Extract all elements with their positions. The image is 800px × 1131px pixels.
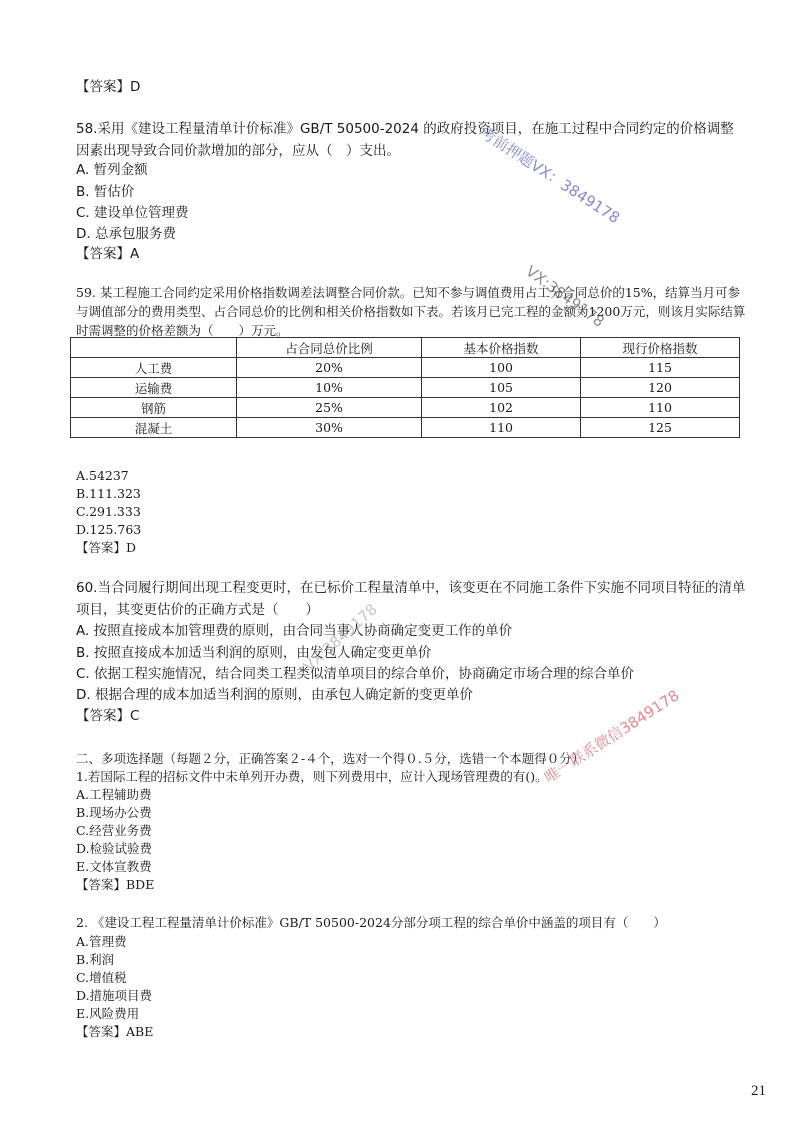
table-header-cell: 现行价格指数 bbox=[581, 338, 740, 358]
q59-option-d: D.125.763 bbox=[76, 522, 142, 537]
table-cell: 110 bbox=[581, 398, 740, 418]
mq2-answer: 【答案】ABE bbox=[76, 1024, 154, 1039]
q60-option-d: D. 根据合理的成本加适当利润的原则，由承包人确定新的变更单价 bbox=[76, 687, 473, 703]
watermark-2: VX:3849178 bbox=[522, 262, 608, 331]
mq2-text: 2. 《建设工程工程量清单计价标准》GB/T 50500-2024分部分项工程的综合单价中涵盖的项目有（ ） bbox=[76, 915, 666, 930]
q59-option-a: A.54237 bbox=[76, 468, 129, 483]
table-header-cell bbox=[71, 338, 237, 358]
mq1-option-b: B.现场办公费 bbox=[76, 805, 152, 820]
table-header-row bbox=[71, 338, 740, 358]
table-cell: 115 bbox=[581, 358, 740, 378]
table-row bbox=[71, 398, 740, 418]
mq2-option-c: C.增值税 bbox=[76, 970, 127, 985]
table-cell: 25% bbox=[237, 398, 422, 418]
mq1-option-a: A.工程辅助费 bbox=[76, 787, 152, 802]
mq2-option-b: B.利润 bbox=[76, 952, 115, 967]
table-cell: 人工费 bbox=[71, 358, 237, 378]
table-cell: 10% bbox=[237, 378, 422, 398]
q59-answer: 【答案】D bbox=[76, 540, 137, 555]
q58-option-d: D. 总承包服务费 bbox=[76, 226, 176, 242]
q59-option-b: B.111.323 bbox=[76, 486, 141, 501]
table-header-cell: 占合同总价比例 bbox=[237, 338, 422, 358]
table-cell: 125 bbox=[581, 418, 740, 438]
q59-option-c: C.291.333 bbox=[76, 504, 141, 519]
mq2-option-d: D.措施项目费 bbox=[76, 988, 153, 1003]
section2-heading: 二、多项选择题（每题２分，正确答案２-４个，选对一个得０.５分，选错一个本题得０分） bbox=[76, 751, 585, 766]
table-cell: 混凝土 bbox=[71, 418, 237, 438]
mq1-option-c: C.经营业务费 bbox=[76, 823, 152, 838]
table-cell: 运输费 bbox=[71, 378, 237, 398]
q60-option-c: C. 依据工程实施情况，结合同类工程类似清单项目的综合单价，协商确定市场合理的综合单价 bbox=[76, 666, 635, 682]
table-cell: 110 bbox=[422, 418, 581, 438]
q60-text: 60.当合同履行期间出现工程变更时，在已标价工程量清单中，该变更在不同施工条件下实施不同项目特征的清单项目，其变更估价的正确方式是（ ） bbox=[76, 580, 746, 618]
mq2-option-a: A.管理费 bbox=[76, 934, 127, 949]
q60-option-a: A. 按照直接成本加管理费的原则，由合同当事人协商确定变更工作的单价 bbox=[76, 623, 513, 639]
mq1-option-d: D.检验试验费 bbox=[76, 841, 153, 856]
q58-option-c: C. 建设单位管理费 bbox=[76, 205, 189, 221]
q60-option-b: B. 按照直接成本加适当利润的原则，由发包人确定变更单价 bbox=[76, 645, 432, 661]
q58-answer: 【答案】A bbox=[76, 246, 140, 262]
table-cell: 30% bbox=[237, 418, 422, 438]
watermark-1: 考前押题VX：3849178 bbox=[477, 123, 624, 228]
table-header-cell: 基本价格指数 bbox=[422, 338, 581, 358]
mq1-answer: 【答案】BDE bbox=[76, 877, 155, 892]
table-cell: 120 bbox=[581, 378, 740, 398]
table-row bbox=[71, 378, 740, 398]
table-cell: 105 bbox=[422, 378, 581, 398]
q59-text: 59. 某工程施工合同约定采用价格指数调差法调整合同价款。已知不参与调值费用占工分合同总价的15%，结算当月可参与调值部分的费用类型、占合同总价的比例和相关价格指数如下表。若该月已完工程的金额为1200万元，则该月实际结算时需调整的价格差额为（ ）万元。 bbox=[76, 285, 746, 338]
table-cell: 100 bbox=[422, 358, 581, 378]
mq1-text: 1.若国际工程的招标文件中未单列开办费，则下列费用中，应计入现场管理费的有()。 bbox=[76, 769, 548, 784]
watermark-4: 唯一联系微信3849178 bbox=[541, 686, 683, 787]
q58-option-a: A. 暂列金额 bbox=[76, 162, 148, 178]
q60-answer: 【答案】C bbox=[76, 708, 140, 724]
q58-text: 58.采用《建设工程量清单计价标准》GB/T 50500-2024 的政府投资项目，在施工过程中合同约定的价格调整因素出现导致合同价款增加的部分，应从（ ）支出。 bbox=[76, 121, 734, 159]
prev-answer: 【答案】D bbox=[76, 79, 141, 95]
mq2-option-e: E.风险费用 bbox=[76, 1006, 140, 1021]
table-cell: 20% bbox=[237, 358, 422, 378]
table-cell: 102 bbox=[422, 398, 581, 418]
page-number: 21 bbox=[751, 1083, 766, 1099]
table-cell: 钢筋 bbox=[71, 398, 237, 418]
price-index-table bbox=[70, 337, 740, 438]
table-row bbox=[71, 358, 740, 378]
q58-option-b: B. 暂估价 bbox=[76, 184, 135, 200]
watermark-3: VX:3849178 bbox=[300, 600, 381, 676]
mq1-option-e: E.文体宣教费 bbox=[76, 859, 152, 874]
table-row bbox=[71, 418, 740, 438]
